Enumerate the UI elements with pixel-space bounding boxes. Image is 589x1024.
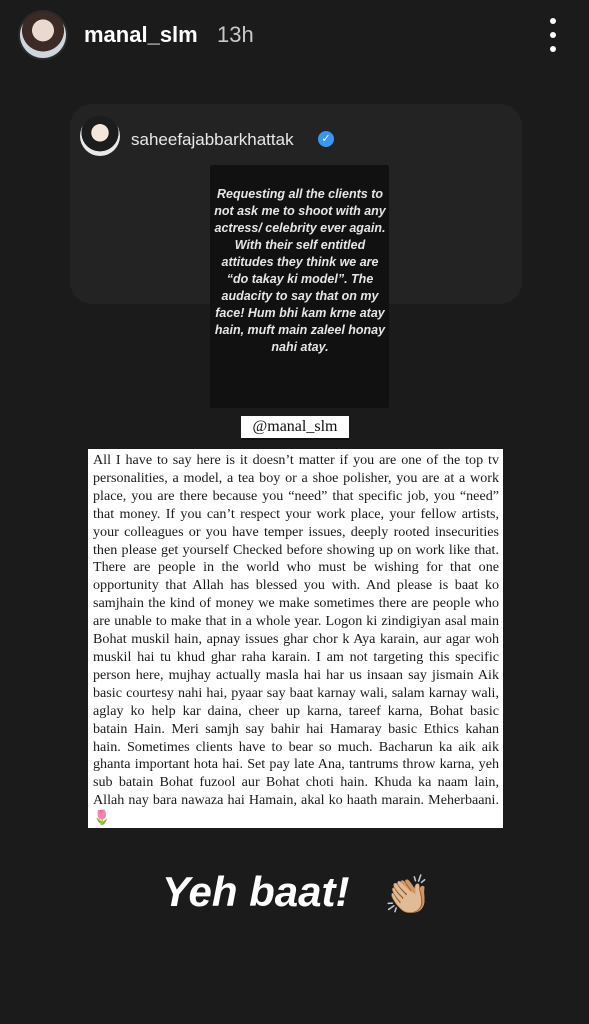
verified-badge-icon: ✓: [318, 131, 334, 147]
caption-text: Yeh baat!: [162, 868, 350, 915]
response-text-block: [93, 452, 499, 828]
shared-post-author[interactable]: saheefajabbarkhattak: [131, 130, 294, 149]
clap-icon: 👏🏼: [384, 875, 432, 917]
shared-post-avatar[interactable]: [80, 116, 120, 156]
avatar[interactable]: [20, 12, 66, 58]
username[interactable]: manal_slm: [84, 22, 198, 47]
story-header: [0, 0, 589, 70]
more-options-icon[interactable]: [540, 18, 566, 52]
tulip-icon: 🌷: [93, 810, 111, 827]
mention-sticker[interactable]: @manal_slm: [241, 416, 349, 440]
shared-note-text: Requesting all the clients to not ask me to shoot with any actress/ celebrity ever again. With their self entitled attitudes they think we are “do takay ki model”. The audacity to say that on my face! Hum bhi kam krne atay hain, muft main zaleel honay nahi atay.: [214, 187, 386, 354]
response-text: All I have to say here is it doesn’t matter if you are one of the top tv personalities, a model, a tea boy or a shoe polisher, you are at a work place, you are there because you “need” that specific job, you “need” that money. If you can’t respect your work place, your fellow artists, your colleagues or you have temper issues, deeply rooted insecurities then please get yourself Checked before showing up on work like that. There are people in the world who must be wishing for that one opportunity that Allah has blessed you with. And please is baat ko samjhain the kind of money we make sometimes there are people who are unable to make that in a whole year. Logon ki zindigiyan asal main Bohat muskil hain, apnay issues ghar chor k Aya karain, aur agar woh muskil hai tu khud ghar raha karain. I am not targeting this specific person here, mujhay actually masla hai har us insaan say jismain Aik basic courtesy nahi hai, pyaar say baat karnay wali, salam karnay wali, aglay ko help kar daina, cheer up karna, tareef karna, Bohat basic batain Hain. Meri samjh say bahir hai Hamaray basic Ethics kahan hain. Sometimes clients have to bear so much. Bacharun ka aik aik ghanta important hota hai. Set pay late Ana, tantrums throw karna, yeh sub batain Bohat fuzool aur Bohat choti hain. Khuda ka naam lain, Allah nay bara nawaza hai Hamain, akal ko haath marain. Meherbaani.: [93, 452, 499, 809]
post-time: 13h: [217, 22, 254, 47]
